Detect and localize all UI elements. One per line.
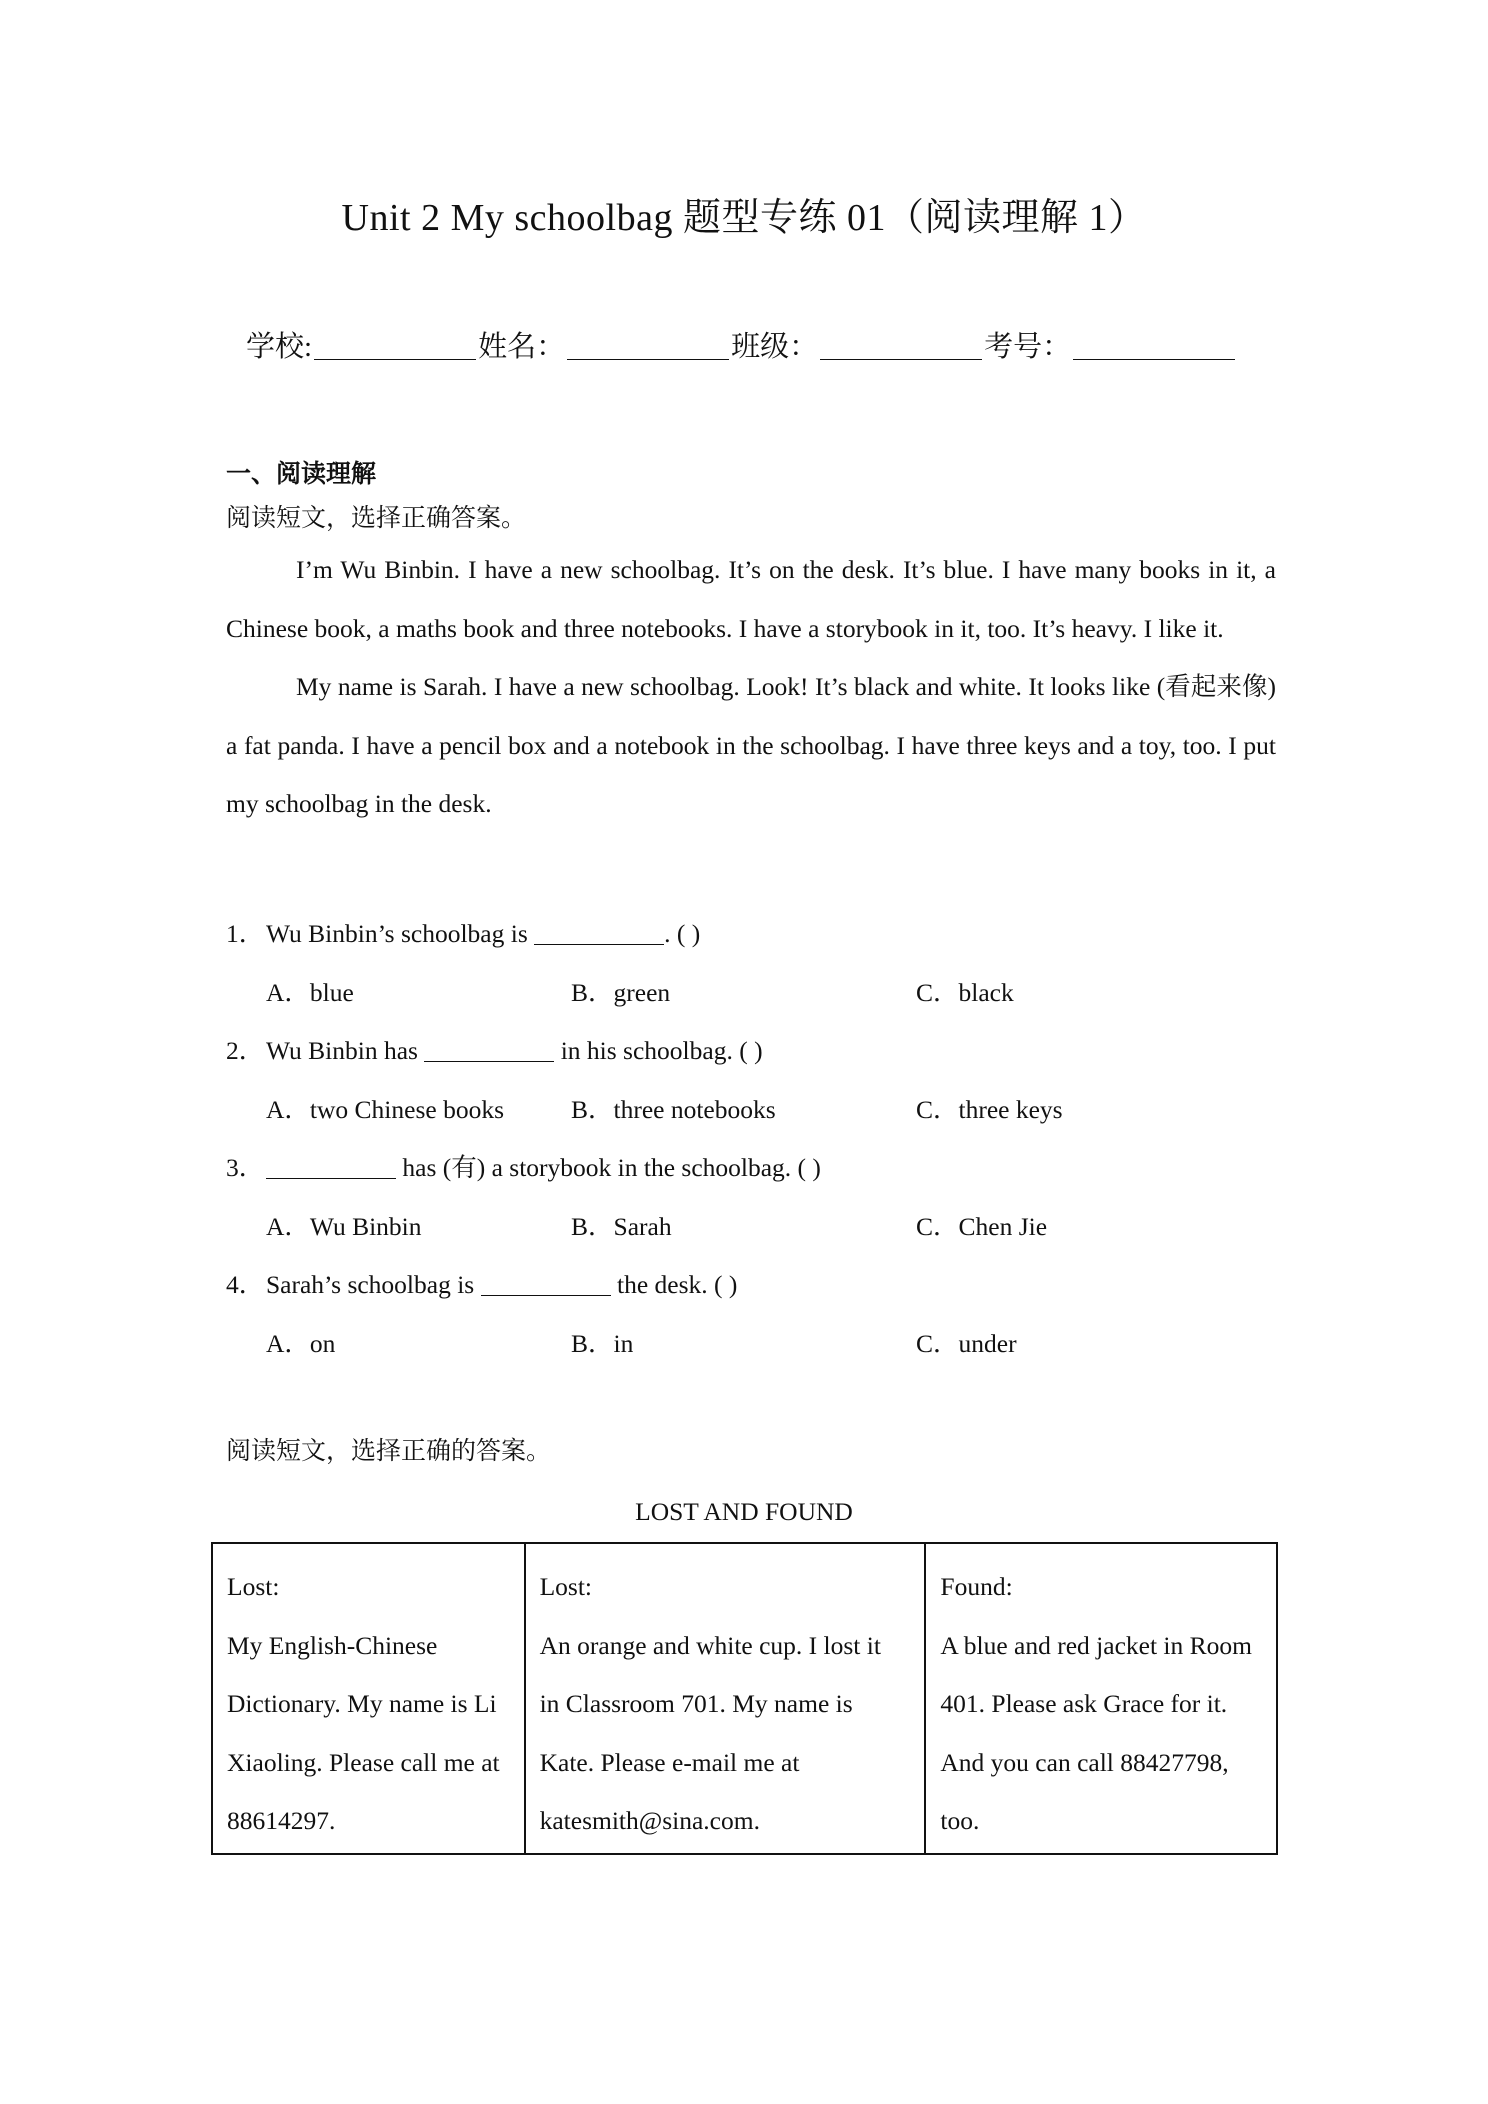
page-title: Unit 2 My schoolbag 题型专练 01（阅读理解 1） (341, 197, 1147, 239)
section-heading: 一、阅读理解 (226, 459, 377, 488)
q1-option-a[interactable]: A．blue (266, 978, 354, 1007)
answer-blank[interactable] (481, 1269, 611, 1296)
lost-notice-li-xiaoling: Lost: My English-Chinese Dictionary. My name is Li Xiaoling. Please call me at 88614297. (212, 1543, 525, 1854)
section1-instruction: 阅读短文，选择正确答案。 (226, 505, 527, 532)
number-label: 考号： (984, 331, 1072, 363)
q3-option-a[interactable]: A．Wu Binbin (266, 1212, 422, 1241)
student-info-line (246, 326, 1237, 368)
question-3: 3． has (有) a storybook in the schoolbag. ( ) (226, 1153, 821, 1182)
q2-option-c[interactable]: C．three keys (916, 1095, 1063, 1124)
passage-paragraph-2: My name is Sarah. I have a new schoolbag. Look! It’s black and white. It looks like (看起来像) a fat panda. I have a pencil box and a notebook in the schoolbag. I have three keys and a toy, too. I put my schoolbag in the desk. (226, 672, 1276, 818)
q4-option-b[interactable]: B．in (571, 1329, 634, 1358)
school-label: 学校: (246, 331, 313, 363)
table-row (212, 1543, 1277, 1854)
q4-option-c[interactable]: C．under (916, 1329, 1017, 1358)
q3-option-c[interactable]: C．Chen Jie (916, 1212, 1048, 1241)
question-2: 2．Wu Binbin has in his schoolbag. ( ) (226, 1036, 763, 1065)
reading-passage (226, 541, 1276, 834)
name-label: 姓名： (478, 331, 566, 363)
question-4: 4．Sarah’s schoolbag is the desk. ( ) (226, 1270, 738, 1299)
passage-paragraph-1: I’m Wu Binbin. I have a new schoolbag. It’s on the desk. It’s blue. I have many books in it, a Chinese book, a maths book and three notebooks. I have a storybook in it, too. It’s heavy. I like it. (226, 555, 1276, 643)
lost-and-found-table (211, 1542, 1278, 1855)
found-notice-grace: Found: A blue and red jacket in Room 401. Please ask Grace for it. And you can call 88427798, too. (925, 1543, 1277, 1854)
number-field[interactable] (1073, 329, 1235, 360)
q1-option-b[interactable]: B．green (571, 978, 671, 1007)
table-title: LOST AND FOUND (635, 1497, 853, 1526)
answer-blank[interactable] (534, 918, 664, 945)
name-field[interactable] (567, 329, 729, 360)
answer-blank[interactable] (266, 1152, 396, 1179)
lost-notice-kate: Lost: An orange and white cup. I lost it in Classroom 701. My name is Kate. Please e-mail me at katesmith@sina.com. (525, 1543, 926, 1854)
q2-option-b[interactable]: B．three notebooks (571, 1095, 776, 1124)
q1-option-c[interactable]: C．black (916, 978, 1014, 1007)
class-label: 班级： (731, 331, 819, 363)
question-1: 1．Wu Binbin’s schoolbag is . ( ) (226, 919, 701, 948)
q3-option-b[interactable]: B．Sarah (571, 1212, 672, 1241)
q4-option-a[interactable]: A．on (266, 1329, 336, 1358)
class-field[interactable] (820, 329, 982, 360)
section2-instruction: 阅读短文，选择正确的答案。 (226, 1438, 552, 1465)
answer-blank[interactable] (424, 1035, 554, 1062)
q2-option-a[interactable]: A．two Chinese books (266, 1095, 504, 1124)
school-field[interactable] (314, 329, 476, 360)
